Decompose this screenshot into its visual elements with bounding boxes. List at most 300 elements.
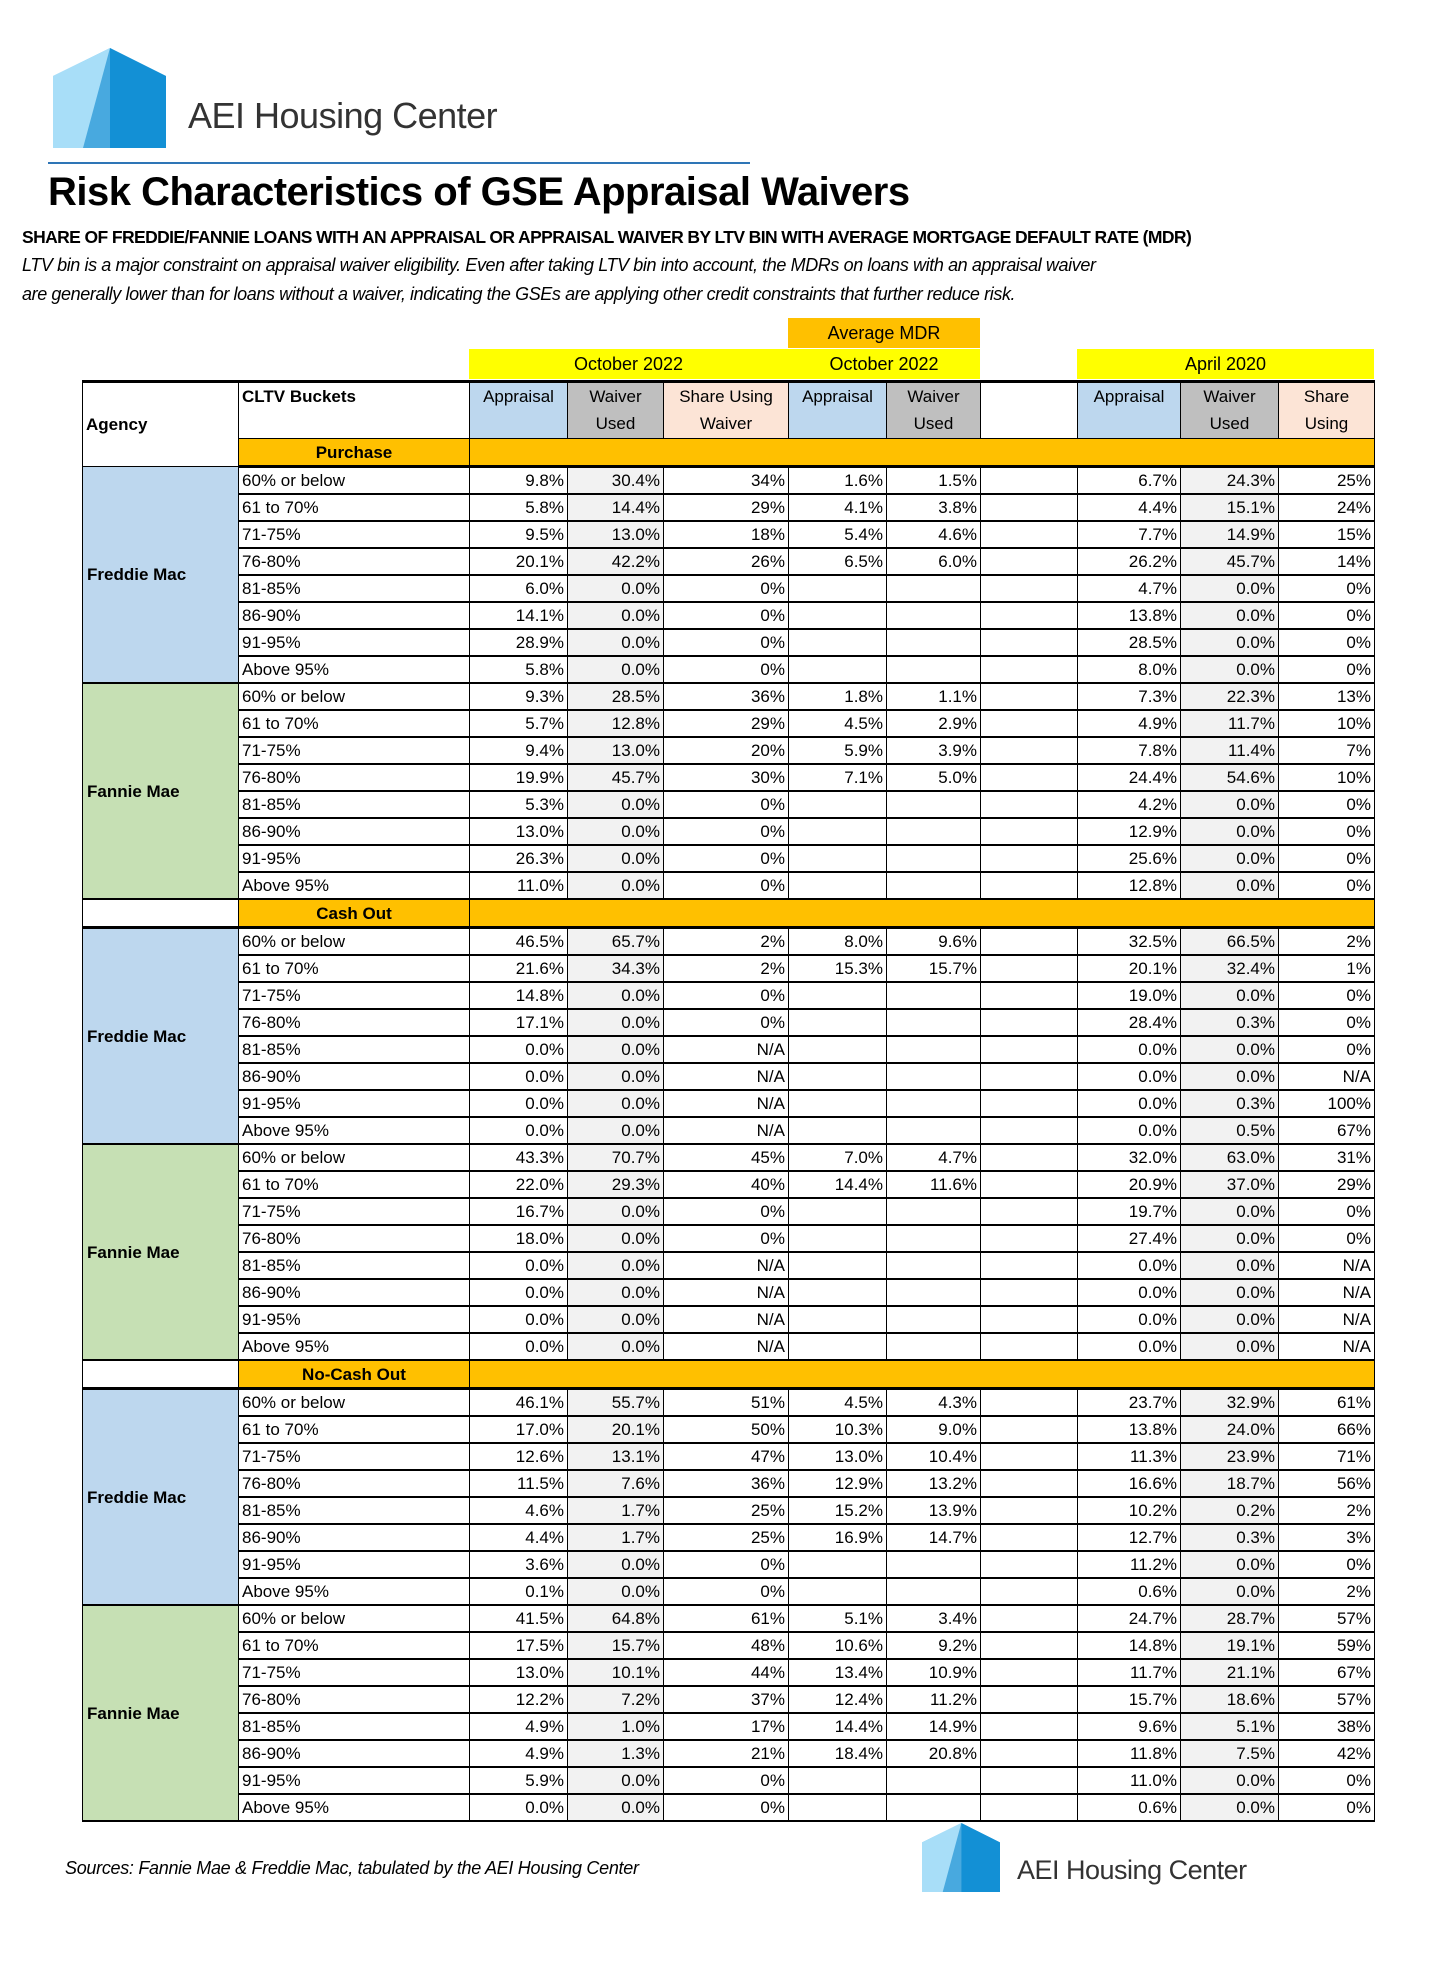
spacer — [981, 1497, 1078, 1524]
apr-share-using-cell: 0% — [1279, 1551, 1375, 1578]
table-row — [83, 764, 1375, 791]
apr-share-using-cell: 0% — [1279, 575, 1375, 602]
table-row — [83, 1144, 1375, 1171]
table-row — [83, 1225, 1375, 1252]
apr-share-using-cell: N/A — [1279, 1252, 1375, 1279]
appraisal-cell: 28.9% — [470, 629, 568, 656]
cltv-bucket: 61 to 70% — [239, 1416, 470, 1443]
share-using-waiver-cell: N/A — [664, 1117, 789, 1144]
table-row — [83, 521, 1375, 548]
mdr-waiver-used-cell — [887, 1767, 981, 1794]
waiver-used-cell: 1.0% — [568, 1713, 664, 1740]
spacer — [981, 1009, 1078, 1036]
apr-appraisal-cell: 12.8% — [1078, 872, 1181, 899]
table-row — [83, 1632, 1375, 1659]
apr-waiver-used-cell: 54.6% — [1181, 764, 1279, 791]
oct2022-header: October 2022 — [469, 349, 788, 379]
mdr-appraisal-cell: 1.6% — [789, 467, 887, 495]
mdr-appraisal-cell: 7.0% — [789, 1144, 887, 1171]
mdr-waiver-used-cell — [887, 845, 981, 872]
appraisal-cell: 0.0% — [470, 1794, 568, 1821]
table-row — [83, 1090, 1375, 1117]
apr-share-using-cell: 0% — [1279, 656, 1375, 683]
table-row — [83, 1036, 1375, 1063]
mdr-appraisal-cell — [789, 1063, 887, 1090]
table-row — [83, 1306, 1375, 1333]
apr-appraisal-cell: 0.0% — [1078, 1333, 1181, 1360]
mdr-waiver-used-cell — [887, 1090, 981, 1117]
spacer — [981, 602, 1078, 629]
waiver-used-cell: 0.0% — [568, 1578, 664, 1605]
share-using-waiver-cell: 0% — [664, 1767, 789, 1794]
mdr-appraisal-cell — [789, 1794, 887, 1821]
apr-share-using-cell: 0% — [1279, 791, 1375, 818]
table-row — [83, 1198, 1375, 1225]
apr-appraisal-cell: 19.7% — [1078, 1198, 1181, 1225]
apr-appraisal-cell: 28.4% — [1078, 1009, 1181, 1036]
mdr-waiver-used-cell — [887, 1009, 981, 1036]
apr-appraisal-cell: 0.0% — [1078, 1117, 1181, 1144]
cltv-bucket: 60% or below — [239, 1605, 470, 1632]
share-using-waiver-cell: 0% — [664, 845, 789, 872]
apr-waiver-used-cell: 63.0% — [1181, 1144, 1279, 1171]
apr-share-using-cell: 15% — [1279, 521, 1375, 548]
spacer — [981, 818, 1078, 845]
mdr-waiver-used-cell: 9.2% — [887, 1632, 981, 1659]
mdr-appraisal-cell: 10.3% — [789, 1416, 887, 1443]
cltv-bucket: 91-95% — [239, 845, 470, 872]
share-using-waiver-cell: 40% — [664, 1171, 789, 1198]
spacer — [981, 1144, 1078, 1171]
cltv-bucket: 76-80% — [239, 1225, 470, 1252]
apr-waiver-used-cell: 7.5% — [1181, 1740, 1279, 1767]
share-using-waiver-cell: 44% — [664, 1659, 789, 1686]
apr-share-using-cell: 0% — [1279, 1036, 1375, 1063]
appraisal-cell: 9.3% — [470, 683, 568, 710]
mdr-appraisal-cell — [789, 818, 887, 845]
share-using-waiver-cell: 29% — [664, 710, 789, 737]
share-using-waiver-cell: 20% — [664, 737, 789, 764]
appraisal-cell: 26.3% — [470, 845, 568, 872]
apr-waiver-used-cell: 45.7% — [1181, 548, 1279, 575]
waiver-used-cell: 28.5% — [568, 683, 664, 710]
mdr-waiver-used-cell: 4.3% — [887, 1389, 981, 1417]
appraisal-cell: 17.1% — [470, 1009, 568, 1036]
mdr-waiver-used-cell — [887, 1036, 981, 1063]
appraisal-cell: 5.7% — [470, 710, 568, 737]
appraisal-cell: 21.6% — [470, 955, 568, 982]
apr-appraisal-cell: 13.8% — [1078, 602, 1181, 629]
mdr-waiver-used-cell — [887, 1333, 981, 1360]
spacer — [981, 845, 1078, 872]
mdr-waiver-used-cell — [887, 1117, 981, 1144]
mdr-appraisal-cell: 5.1% — [789, 1605, 887, 1632]
table-row — [83, 1659, 1375, 1686]
waiver-used-cell: 45.7% — [568, 764, 664, 791]
waiver-used-cell: 0.0% — [568, 1333, 664, 1360]
table-row — [83, 1389, 1375, 1417]
mdr-appraisal-cell: 18.4% — [789, 1740, 887, 1767]
share-using-waiver-cell: 51% — [664, 1389, 789, 1417]
cltv-bucket: 86-90% — [239, 818, 470, 845]
cltv-bucket: 61 to 70% — [239, 494, 470, 521]
apr-share-using-cell: 0% — [1279, 602, 1375, 629]
cltv-bucket: Above 95% — [239, 1117, 470, 1144]
waiver-used-cell: 65.7% — [568, 928, 664, 956]
apr-appraisal-cell: 16.6% — [1078, 1470, 1181, 1497]
cltv-bucket: 76-80% — [239, 1009, 470, 1036]
waiver-used-cell: 30.4% — [568, 467, 664, 495]
spacer — [981, 467, 1078, 495]
apr-waiver-used-cell: 28.7% — [1181, 1605, 1279, 1632]
apr-share-using-cell: N/A — [1279, 1279, 1375, 1306]
mdr-appraisal-cell — [789, 1767, 887, 1794]
waiver-used-cell: 29.3% — [568, 1171, 664, 1198]
appraisal-cell: 0.0% — [470, 1333, 568, 1360]
appraisal-cell: 4.9% — [470, 1713, 568, 1740]
mdr-appraisal-cell — [789, 575, 887, 602]
apr-share-using-cell: N/A — [1279, 1333, 1375, 1360]
table-row — [83, 982, 1375, 1009]
apr-appraisal-cell: 4.4% — [1078, 494, 1181, 521]
section-band-row — [83, 899, 1375, 928]
cltv-bucket: Above 95% — [239, 656, 470, 683]
cltv-bucket: 76-80% — [239, 1686, 470, 1713]
spacer — [981, 521, 1078, 548]
waiver-used-cell: 0.0% — [568, 629, 664, 656]
cltv-bucket: 60% or below — [239, 928, 470, 956]
mdr-appraisal-cell — [789, 1333, 887, 1360]
waiver-used-cell: 1.7% — [568, 1524, 664, 1551]
mdr-waiver-used-cell: 4.7% — [887, 1144, 981, 1171]
waiver-used-cell: 64.8% — [568, 1605, 664, 1632]
apr-waiver-used-cell: 24.3% — [1181, 467, 1279, 495]
table-row — [83, 1117, 1375, 1144]
cltv-bucket: 76-80% — [239, 548, 470, 575]
apr-waiver-used-cell: 23.9% — [1181, 1443, 1279, 1470]
mdr-appraisal-cell — [789, 629, 887, 656]
apr-appraisal-cell: 0.6% — [1078, 1578, 1181, 1605]
table-row — [83, 1713, 1375, 1740]
share-using-waiver-cell: 0% — [664, 1551, 789, 1578]
apr-share-using-cell: 67% — [1279, 1659, 1375, 1686]
mdr-waiver-used-cell: 1.5% — [887, 467, 981, 495]
apr-waiver-used-cell: 0.0% — [1181, 872, 1279, 899]
cltv-bucket: 71-75% — [239, 982, 470, 1009]
section-band-fill — [470, 439, 1375, 467]
apr-appraisal-cell: 8.0% — [1078, 656, 1181, 683]
waiver-used-cell: 7.2% — [568, 1686, 664, 1713]
apr-appraisal-cell: 32.0% — [1078, 1144, 1181, 1171]
apr-appraisal-cell: 11.3% — [1078, 1443, 1181, 1470]
apr-waiver-used-cell: 0.3% — [1181, 1524, 1279, 1551]
mdr-waiver-used-header: Waiver Used — [887, 382, 981, 439]
cltv-bucket: 86-90% — [239, 1279, 470, 1306]
mdr-oct2022-header: October 2022 — [788, 349, 980, 379]
table-row — [83, 548, 1375, 575]
apr-appraisal-cell: 7.7% — [1078, 521, 1181, 548]
waiver-used-cell: 0.0% — [568, 872, 664, 899]
share-using-waiver-cell: N/A — [664, 1252, 789, 1279]
mdr-appraisal-cell — [789, 1198, 887, 1225]
apr-share-using-cell: 2% — [1279, 1578, 1375, 1605]
waiver-used-cell: 0.0% — [568, 1117, 664, 1144]
spacer — [981, 737, 1078, 764]
mdr-waiver-used-cell — [887, 1252, 981, 1279]
share-using-waiver-cell: 25% — [664, 1524, 789, 1551]
cltv-bucket: Above 95% — [239, 1333, 470, 1360]
apr-appraisal-cell: 26.2% — [1078, 548, 1181, 575]
apr-share-using-cell: 13% — [1279, 683, 1375, 710]
apr-appraisal-cell: 4.2% — [1078, 791, 1181, 818]
appraisal-cell: 0.0% — [470, 1036, 568, 1063]
agency-cell: Fannie Mae — [83, 1144, 239, 1360]
appraisal-cell: 4.9% — [470, 1740, 568, 1767]
apr-appraisal-cell: 32.5% — [1078, 928, 1181, 956]
apr-waiver-used-cell: 0.0% — [1181, 791, 1279, 818]
mdr-waiver-used-cell: 10.9% — [887, 1659, 981, 1686]
mdr-waiver-used-cell: 9.0% — [887, 1416, 981, 1443]
table-row — [83, 602, 1375, 629]
waiver-used-cell: 0.0% — [568, 1198, 664, 1225]
apr-waiver-used-cell: 0.0% — [1181, 982, 1279, 1009]
apr-appraisal-cell: 15.7% — [1078, 1686, 1181, 1713]
mdr-appraisal-cell: 14.4% — [789, 1171, 887, 1198]
mdr-waiver-used-cell — [887, 602, 981, 629]
share-using-waiver-cell: 25% — [664, 1497, 789, 1524]
apr-waiver-used-header: Waiver Used — [1181, 382, 1279, 439]
apr-share-using-cell: 66% — [1279, 1416, 1375, 1443]
share-using-waiver-cell: 0% — [664, 1578, 789, 1605]
mdr-appraisal-cell — [789, 1578, 887, 1605]
apr-waiver-used-cell: 0.2% — [1181, 1497, 1279, 1524]
appraisal-cell: 41.5% — [470, 1605, 568, 1632]
waiver-used-cell: 15.7% — [568, 1632, 664, 1659]
apr-waiver-used-cell: 0.0% — [1181, 602, 1279, 629]
apr-share-using-cell: 24% — [1279, 494, 1375, 521]
table-row — [83, 872, 1375, 899]
cltv-bucket: 91-95% — [239, 1767, 470, 1794]
spacer — [981, 872, 1078, 899]
aei-logo — [53, 48, 166, 148]
mdr-appraisal-cell: 15.2% — [789, 1497, 887, 1524]
appraisal-cell: 13.0% — [470, 1659, 568, 1686]
share-using-waiver-cell: N/A — [664, 1333, 789, 1360]
apr-waiver-used-cell: 18.7% — [1181, 1470, 1279, 1497]
spacer — [981, 1578, 1078, 1605]
spacer — [981, 1036, 1078, 1063]
cltv-bucket: 60% or below — [239, 1144, 470, 1171]
apr-appraisal-cell: 24.4% — [1078, 764, 1181, 791]
apr-share-using-cell: 38% — [1279, 1713, 1375, 1740]
apr-share-using-cell: 56% — [1279, 1470, 1375, 1497]
apr-waiver-used-cell: 14.9% — [1181, 521, 1279, 548]
mdr-waiver-used-cell — [887, 872, 981, 899]
mdr-waiver-used-cell — [887, 629, 981, 656]
cltv-bucket: 81-85% — [239, 1252, 470, 1279]
appraisal-cell: 46.1% — [470, 1389, 568, 1417]
appraisal-header: Appraisal — [470, 382, 568, 439]
mdr-appraisal-cell: 15.3% — [789, 955, 887, 982]
cltv-header: CLTV Buckets — [239, 382, 470, 439]
apr-appraisal-cell: 0.0% — [1078, 1279, 1181, 1306]
appraisal-cell: 0.0% — [470, 1306, 568, 1333]
share-using-waiver-cell: N/A — [664, 1306, 789, 1333]
appraisal-cell: 0.0% — [470, 1063, 568, 1090]
waiver-used-cell: 12.8% — [568, 710, 664, 737]
mdr-waiver-used-cell: 14.9% — [887, 1713, 981, 1740]
table-row — [83, 737, 1375, 764]
share-using-waiver-cell: 0% — [664, 982, 789, 1009]
appraisal-cell: 0.0% — [470, 1279, 568, 1306]
waiver-used-cell: 0.0% — [568, 1009, 664, 1036]
share-using-waiver-cell: 0% — [664, 1794, 789, 1821]
table-row — [83, 1252, 1375, 1279]
table-row — [83, 1171, 1375, 1198]
cltv-bucket: 81-85% — [239, 575, 470, 602]
apr-appraisal-cell: 20.9% — [1078, 1171, 1181, 1198]
section-band-row — [83, 1360, 1375, 1389]
table-row — [83, 1551, 1375, 1578]
cltv-bucket: 60% or below — [239, 467, 470, 495]
apr-waiver-used-cell: 0.0% — [1181, 1794, 1279, 1821]
apr-waiver-used-cell: 32.9% — [1181, 1389, 1279, 1417]
spacer — [981, 629, 1078, 656]
apr-appraisal-cell: 27.4% — [1078, 1225, 1181, 1252]
mdr-appraisal-cell — [789, 1306, 887, 1333]
waiver-used-cell: 34.3% — [568, 955, 664, 982]
spacer — [981, 656, 1078, 683]
table-row — [83, 575, 1375, 602]
apr2020-header: April 2020 — [1077, 349, 1374, 379]
waiver-used-cell: 0.0% — [568, 1036, 664, 1063]
mdr-appraisal-cell: 6.5% — [789, 548, 887, 575]
cltv-bucket: 71-75% — [239, 1198, 470, 1225]
footer-brand-name: AEI Housing Center — [1017, 1855, 1247, 1885]
cltv-bucket: Above 95% — [239, 1794, 470, 1821]
share-using-waiver-cell: 0% — [664, 602, 789, 629]
mdr-appraisal-cell — [789, 1279, 887, 1306]
waiver-used-cell: 0.0% — [568, 602, 664, 629]
mdr-appraisal-cell: 4.1% — [789, 494, 887, 521]
spacer — [981, 382, 1078, 439]
appraisal-cell: 12.2% — [470, 1686, 568, 1713]
mdr-waiver-used-cell: 1.1% — [887, 683, 981, 710]
agency-cell: Freddie Mac — [83, 928, 239, 1145]
table-row — [83, 710, 1375, 737]
apr-share-using-cell: 10% — [1279, 764, 1375, 791]
apr-waiver-used-cell: 0.0% — [1181, 1063, 1279, 1090]
section-band-row — [83, 439, 1375, 467]
spacer — [981, 1416, 1078, 1443]
share-using-waiver-cell: 48% — [664, 1632, 789, 1659]
apr-waiver-used-cell: 0.0% — [1181, 575, 1279, 602]
mdr-appraisal-cell — [789, 1117, 887, 1144]
apr-appraisal-cell: 10.2% — [1078, 1497, 1181, 1524]
cltv-bucket: 76-80% — [239, 1470, 470, 1497]
mdr-waiver-used-cell: 11.2% — [887, 1686, 981, 1713]
footer-logo — [922, 1822, 1000, 1893]
apr-waiver-used-cell: 0.0% — [1181, 656, 1279, 683]
mdr-waiver-used-cell — [887, 1306, 981, 1333]
house-logo-icon — [922, 1822, 1000, 1893]
apr-share-using-cell: 0% — [1279, 1794, 1375, 1821]
mdr-appraisal-cell — [789, 656, 887, 683]
apr-share-using-cell: 57% — [1279, 1686, 1375, 1713]
appraisal-cell: 4.6% — [470, 1497, 568, 1524]
table-row — [83, 1279, 1375, 1306]
waiver-used-header: Waiver Used — [568, 382, 664, 439]
apr-appraisal-cell: 13.8% — [1078, 1416, 1181, 1443]
appraisal-cell: 43.3% — [470, 1144, 568, 1171]
cltv-bucket: 61 to 70% — [239, 1171, 470, 1198]
spacer — [981, 1767, 1078, 1794]
spacer — [981, 1063, 1078, 1090]
cltv-bucket: 71-75% — [239, 1443, 470, 1470]
share-using-waiver-cell: 29% — [664, 494, 789, 521]
apr-waiver-used-cell: 18.6% — [1181, 1686, 1279, 1713]
appraisal-cell: 0.0% — [470, 1090, 568, 1117]
mdr-waiver-used-cell: 2.9% — [887, 710, 981, 737]
table-row — [83, 629, 1375, 656]
mdr-waiver-used-cell — [887, 1225, 981, 1252]
mdr-appraisal-cell: 1.8% — [789, 683, 887, 710]
share-using-waiver-cell: 21% — [664, 1740, 789, 1767]
mdr-appraisal-cell: 10.6% — [789, 1632, 887, 1659]
share-using-waiver-cell: 26% — [664, 548, 789, 575]
section-band-fill — [470, 899, 1375, 928]
mdr-waiver-used-cell: 13.2% — [887, 1470, 981, 1497]
table-row — [83, 1767, 1375, 1794]
mdr-appraisal-cell — [789, 791, 887, 818]
spacer — [981, 1252, 1078, 1279]
cltv-bucket: 86-90% — [239, 602, 470, 629]
apr-waiver-used-cell: 24.0% — [1181, 1416, 1279, 1443]
section-band-fill — [470, 1360, 1375, 1389]
house-logo-icon — [53, 48, 166, 148]
table-row — [83, 1524, 1375, 1551]
cltv-bucket: Above 95% — [239, 1578, 470, 1605]
apr-waiver-used-cell: 37.0% — [1181, 1171, 1279, 1198]
apr-share-using-cell: 2% — [1279, 1497, 1375, 1524]
mdr-waiver-used-cell — [887, 656, 981, 683]
appraisal-cell: 46.5% — [470, 928, 568, 956]
cltv-bucket: 81-85% — [239, 1713, 470, 1740]
mdr-appraisal-cell — [789, 1225, 887, 1252]
description-line-2: are generally lower than for loans without a waiver, indicating the GSEs are applying other credit constraints that further reduce risk. — [22, 284, 1016, 304]
apr-appraisal-cell: 0.0% — [1078, 1063, 1181, 1090]
table-row — [83, 818, 1375, 845]
waiver-used-cell: 0.0% — [568, 1767, 664, 1794]
appraisal-cell: 3.6% — [470, 1551, 568, 1578]
waiver-used-cell: 20.1% — [568, 1416, 664, 1443]
apr-share-using-cell: 0% — [1279, 982, 1375, 1009]
waiver-used-cell: 70.7% — [568, 1144, 664, 1171]
apr-share-using-cell: 61% — [1279, 1389, 1375, 1417]
apr-share-using-cell: 0% — [1279, 1767, 1375, 1794]
mdr-appraisal-cell — [789, 1551, 887, 1578]
cltv-bucket: Above 95% — [239, 872, 470, 899]
waiver-used-cell: 0.0% — [568, 1063, 664, 1090]
spacer — [981, 710, 1078, 737]
share-using-waiver-cell: 50% — [664, 1416, 789, 1443]
appraisal-cell: 17.5% — [470, 1632, 568, 1659]
waiver-used-cell: 0.0% — [568, 845, 664, 872]
table-row — [83, 1740, 1375, 1767]
apr-waiver-used-cell: 0.0% — [1181, 845, 1279, 872]
apr-waiver-used-cell: 32.4% — [1181, 955, 1279, 982]
spacer — [981, 1171, 1078, 1198]
